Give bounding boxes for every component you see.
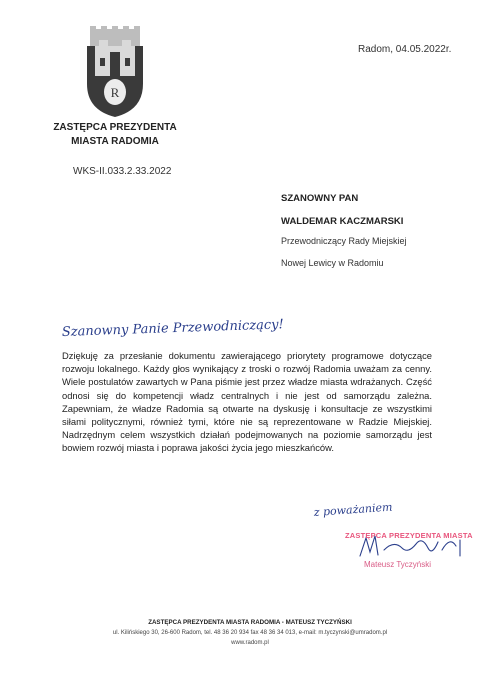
office-name	[40, 121, 190, 149]
footer-address: ul. Kilińskiego 30, 26-600 Radom, tel. 48 36 20 934 fax 48 36 34 013, e-mail: m.tyczynski@umradom.pl	[112, 630, 388, 636]
closing-handwritten: z poważaniem	[313, 500, 393, 519]
handwritten-greeting	[60, 316, 330, 346]
letter-body-paragraph: Dziękuję za przesłanie dokumentu zawierającego priorytety programowe dotyczące rozwoju lokalnego. Każdy głos wynikający z troski o rozwój Radomia uważam za cenny. Wiele postulatów zawartych w Pana piśmie jest przez władze miasta wdrażanych. Część odnosi się do kompetencji władz centralnych i nie jest od samorządu zależna. Zapewniam, że władze Radomia są otwarte na dyskusję i konsultacje ze wszystkimi siłami politycznymi, również tymi, które nie są reprezentowane w Radzie Miejskiej. Nadrzędnym celem wszystkich działań podejmowanych na poziomie samorządu jest bowiem rozwój miasta i poprawa jakości życia jego mieszkańców.	[62, 350, 432, 454]
footer-website: www.radom.pl	[231, 640, 269, 646]
city-crest-icon	[86, 26, 144, 118]
greeting-text: Szanowny Panie Przewodniczący!	[61, 317, 285, 340]
crest-letter: R	[110, 85, 120, 100]
reference-number: WKS-II.033.2.33.2022	[73, 166, 172, 177]
place-date: Radom, 04.05.2022r.	[358, 44, 452, 55]
office-name-line2: MIASTA RADOMIA	[71, 136, 159, 147]
office-name-line1: ZASTĘPCA PREZYDENTA	[53, 122, 177, 133]
letter-footer	[0, 618, 500, 648]
addressee-salutation: SZANOWNY PAN	[281, 193, 359, 204]
stamp-name: Mateusz Tyczyński	[364, 560, 431, 569]
addressee-name: WALDEMAR KACZMARSKI	[281, 216, 404, 227]
footer-title: ZASTĘPCA PREZYDENTA MIASTA RADOMIA - MATEUSZ TYCZYŃSKI	[148, 619, 352, 626]
addressee-title-line1: Przewodniczący Rady Miejskiej	[281, 236, 407, 246]
addressee-block	[281, 192, 407, 280]
letter-body	[62, 349, 432, 455]
addressee-title-line2: Nowej Lewicy w Radomiu	[281, 258, 384, 268]
stamp-title: ZASTĘPCA PREZYDENTA MIASTA	[345, 531, 473, 540]
